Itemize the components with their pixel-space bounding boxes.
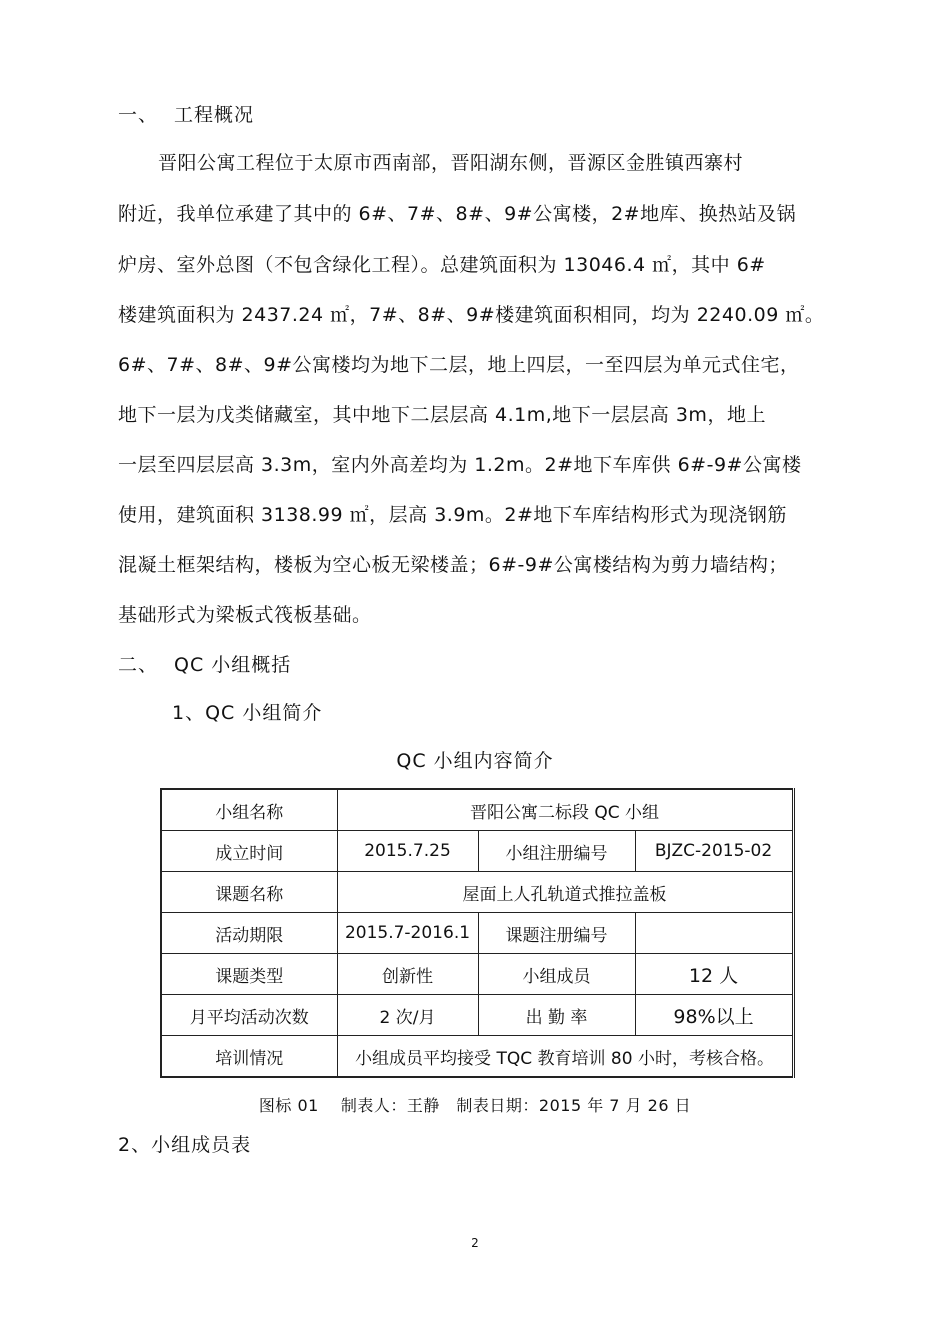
label-topic-reg: 课题注册编号	[478, 913, 635, 954]
section-heading-2	[118, 650, 291, 677]
label-founded: 成立时间	[161, 831, 337, 872]
value-topic-type: 创新性	[337, 954, 478, 995]
paragraph-line: 晋阳公寓工程位于太原市西南部，晋阳湖东侧，晋源区金胜镇西寨村	[158, 152, 744, 174]
subsection-heading-1: 1、QC 小组简介	[172, 702, 323, 724]
label-topic-type: 课题类型	[161, 954, 337, 995]
section-number: 一、	[118, 104, 159, 126]
label-group-reg: 小组注册编号	[478, 831, 635, 872]
label-group-name: 小组名称	[161, 789, 337, 831]
paragraph-line: 6#、7#、8#、9#公寓楼均为地下二层，地上四层，一至四层为单元式住宅，	[118, 354, 800, 376]
table-title: QC 小组内容简介	[396, 750, 554, 772]
paragraph-line: 楼建筑面积为 2437.24 ㎡，7#、8#、9#楼建筑面积相同，均为 2240.09 ㎡。	[118, 304, 825, 326]
value-topic: 屋面上人孔轨道式推拉盖板	[337, 872, 793, 913]
value-period: 2015.7-2016.1	[337, 913, 478, 954]
section-title: 工程概况	[174, 104, 255, 126]
paragraph-line: 混凝土框架结构，楼板为空心板无梁楼盖；6#-9#公寓楼结构为剪力墙结构；	[118, 554, 788, 576]
paragraph-line: 附近，我单位承建了其中的 6#、7#、8#、9#公寓楼，2#地库、换热站及锅	[118, 203, 797, 225]
table-caption: 图标 01 制表人：王静 制表日期：2015 年 7 月 26 日	[258, 1096, 692, 1115]
label-frequency: 月平均活动次数	[161, 995, 337, 1036]
qc-group-info-table	[160, 788, 795, 1078]
label-training: 培训情况	[161, 1036, 337, 1078]
paragraph-line: 地下一层为戊类储藏室，其中地下二层层高 4.1m,地下一层层高 3m，地上	[118, 404, 766, 426]
table-row	[161, 1036, 793, 1078]
page-number: 2	[471, 1236, 479, 1250]
paragraph-line: 炉房、室外总图（不包含绿化工程）。总建筑面积为 13046.4 ㎡，其中 6#	[118, 254, 766, 276]
table-row	[161, 872, 793, 913]
paragraph-line: 一层至四层层高 3.3m，室内外高差均为 1.2m。2#地下车库供 6#-9#公寓楼	[118, 454, 802, 476]
table-row	[161, 954, 793, 995]
value-training: 小组成员平均接受 TQC 教育培训 80 小时，考核合格。	[337, 1036, 793, 1078]
value-topic-reg	[635, 913, 793, 954]
subsection-heading-2: 2、小组成员表	[118, 1134, 252, 1156]
label-attendance: 出 勤 率	[478, 995, 635, 1036]
paragraph-line: 基础形式为梁板式筏板基础。	[118, 604, 372, 626]
value-members: 12 人	[635, 954, 793, 995]
label-members: 小组成员	[478, 954, 635, 995]
label-period: 活动期限	[161, 913, 337, 954]
table-row	[161, 995, 793, 1036]
table-row	[161, 831, 793, 872]
value-frequency: 2 次/月	[337, 995, 478, 1036]
paragraph-line: 使用，建筑面积 3138.99 ㎡，层高 3.9m。2#地下车库结构形式为现浇钢筋	[118, 504, 787, 526]
table-row	[161, 789, 793, 831]
value-group-name: 晋阳公寓二标段 QC 小组	[337, 789, 793, 831]
value-group-reg: BJZC-2015-02	[635, 831, 793, 872]
label-topic: 课题名称	[161, 872, 337, 913]
section-number: 二、	[118, 654, 159, 676]
table-row	[161, 913, 793, 954]
value-founded: 2015.7.25	[337, 831, 478, 872]
section-heading-1	[118, 100, 254, 127]
value-attendance: 98%以上	[635, 995, 793, 1036]
section-title: QC 小组概括	[174, 654, 292, 676]
